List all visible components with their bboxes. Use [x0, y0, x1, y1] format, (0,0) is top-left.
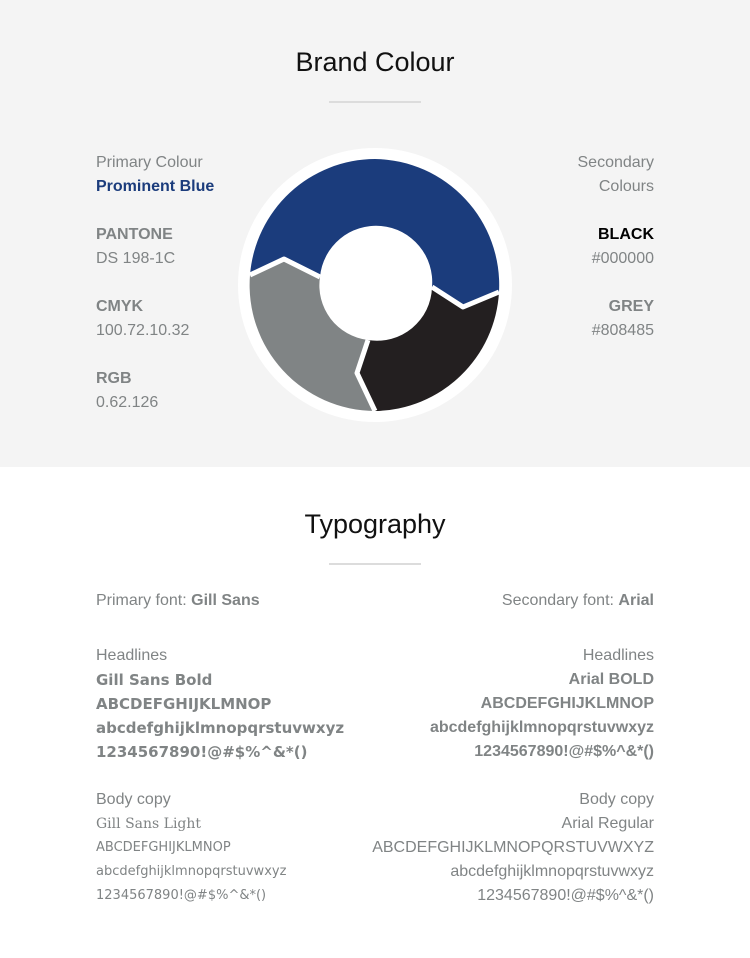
- secondary-font-prefix: Secondary font:: [501, 592, 614, 609]
- rgb-value: 0.62.126: [96, 394, 159, 411]
- primary-font-name: Gill Sans: [191, 592, 260, 609]
- left-headlines-label: Headlines: [96, 647, 168, 664]
- secondary-font-name: Arial: [618, 592, 654, 609]
- left-body-label: Body copy: [96, 791, 171, 808]
- right-body-symbols: 1234567890!@#$%^&*(): [477, 887, 654, 904]
- left-body-font: Gill Sans Light: [96, 816, 202, 832]
- left-headline-lower: abcdefghijklmnopqrstuvwxyz: [96, 719, 345, 737]
- right-body-lower: abcdefghijklmnopqrstuvwxyz: [450, 863, 654, 880]
- primary-colour-heading: Primary Colour: [96, 154, 203, 171]
- secondary-font-line: [502, 591, 654, 611]
- right-headline-upper: ABCDEFGHIJKLMNOP: [480, 695, 654, 712]
- black-value: #000000: [591, 250, 654, 267]
- brand-colour-title: Brand Colour: [295, 47, 455, 77]
- primary-font-prefix: Primary font:: [96, 592, 187, 609]
- secondary-colours-heading-line2: Colours: [598, 178, 654, 195]
- right-headlines-label: Headlines: [582, 647, 654, 664]
- donut-hole: [321, 231, 429, 339]
- primary-colour-name: Prominent Blue: [96, 178, 215, 195]
- pantone-label: PANTONE: [96, 226, 173, 243]
- secondary-colours-heading-line1: Secondary: [577, 154, 654, 171]
- right-headline-symbols: 1234567890!@#$%^&*(): [474, 743, 654, 760]
- brand-colour-section: [0, 0, 750, 467]
- cmyk-label: CMYK: [96, 298, 144, 315]
- left-body-lower: abcdefghijklmnopqrstuvwxyz: [96, 864, 287, 879]
- title-divider: [329, 563, 421, 565]
- left-body-symbols: 1234567890!@#$%^&*(): [96, 888, 267, 903]
- right-headline-lower: abcdefghijklmnopqrstuvwxyz: [429, 719, 654, 736]
- right-body-upper: ABCDEFGHIJKLMNOPQRSTUVWXYZ: [372, 839, 654, 856]
- left-headline-font: Gill Sans Bold: [96, 671, 213, 689]
- grey-label: GREY: [608, 298, 654, 315]
- right-body-label: Body copy: [579, 791, 654, 808]
- left-headline-symbols: 1234567890!@#$%^&*(): [96, 743, 308, 761]
- right-body-font: Arial Regular: [561, 815, 654, 832]
- rgb-label: RGB: [96, 370, 132, 387]
- grey-value: #808485: [591, 322, 654, 339]
- cmyk-value: 100.72.10.32: [96, 322, 190, 339]
- left-headline-upper: ABCDEFGHIJKLMNOP: [96, 695, 272, 713]
- pantone-value: DS 198-1C: [96, 250, 176, 267]
- primary-font-line: [96, 591, 260, 611]
- brand-colour-donut: [237, 147, 513, 423]
- black-label: BLACK: [598, 226, 654, 243]
- typography-title: Typography: [304, 509, 446, 539]
- right-headline-font: Arial BOLD: [568, 671, 654, 688]
- left-body-upper: ABCDEFGHIJKLMNOP: [96, 840, 231, 855]
- title-divider: [329, 101, 421, 103]
